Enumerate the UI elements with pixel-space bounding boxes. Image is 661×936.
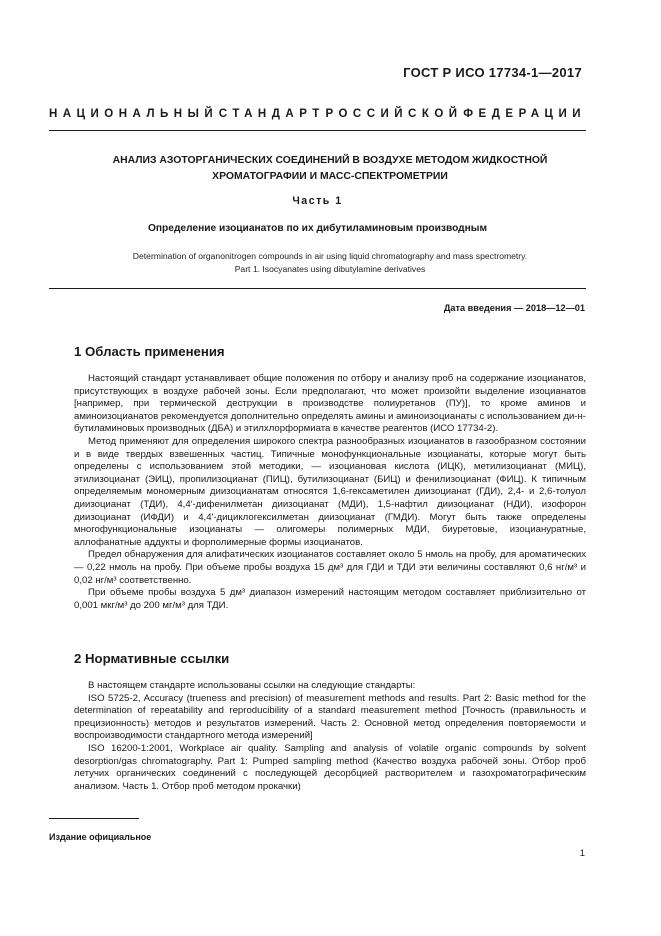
part-label: Часть 1: [292, 195, 343, 207]
page-number: 1: [579, 848, 585, 859]
banner-word: ФЕДЕРАЦИИ: [463, 108, 586, 120]
paragraph: В настоящем стандарте использованы ссылки на следующие стандарты:: [88, 680, 416, 691]
document-subtitle: Определение изоцианатов по их дибутиламиновым производным: [147, 223, 488, 234]
standard-code: ГОСТ Р ИСО 17734-1—2017: [403, 65, 582, 80]
section-heading-scope: 1 Область применения: [74, 344, 225, 359]
title-divider: [49, 288, 586, 289]
footer-divider: [49, 818, 139, 819]
top-divider: [49, 130, 586, 131]
paragraph: При объеме пробы воздуха 5 дм³ диапазон измерений настоящим методом составляет приблизительно от 0,001 мкг/м³ до 200 мг/м³ для ТДИ.: [74, 587, 586, 611]
document-title: [60, 153, 600, 185]
section-body-scope: [74, 373, 586, 612]
paragraph: ISO 16200-1:2001, Workplace air quality. Sampling and analysis of volatile organic compounds by solvent desorption/gas chromatography. Part 1: Pumped sampling method (Качество воздуха рабочей зоны. Отбор проб летучих органических соединений с последующей десорбцией растворителем и газохроматографическим анализом. Часть 1. Отбор проб методом прокачки): [74, 742, 586, 792]
section-heading-references: 2 Нормативные ссылки: [74, 651, 230, 666]
banner-word: СТАНДАРТ: [218, 108, 325, 120]
english-title-line: Part 1. Isocyanates using dibutylamine derivatives: [234, 264, 426, 274]
official-edition-label: Издание официальное: [49, 832, 152, 842]
paragraph: Предел обнаружения для алифатических изоцианатов составляет около 5 нмоль на пробу, для ароматических — 0,22 нмоль на пробу. При объеме пробы воздуха 15 дм³ для ГДИ и ТДИ эти величины составляют 0,6 нг/м³ и 0,02 нг/м³ соответственно.: [74, 549, 586, 586]
introduction-date: Дата введения — 2018—12—01: [443, 303, 585, 313]
title-line: ХРОМАТОГРАФИИ И МАСС-СПЕКТРОМЕТРИИ: [212, 171, 448, 182]
english-title: [60, 250, 600, 276]
national-standard-banner: [49, 108, 586, 120]
paragraph: Метод применяют для определения широкого спектра разнообразных изоцианатов в газообразном состоянии и в виде твердых взвешенных частиц. Типичные монофункциональные изоцианаты, которые могут быть определены с использованием этой методики, — изоциановая кислота (ИЦК), метилизоцианат (МИЦ), этилизоцианат (ЭИЦ), пропилизоцианат (ПИЦ), бутилизоцианат (БИЦ) и фенилизоцианат (ФИЦ). К типичным определяемым мономерным диизоцианатам относятся 1,6-гексаметилен диизоцианат (ГДИ), 2,4- и 2,6-толуол диизоцианат (ТДИ), 4,4′-дифенилметан диизоцианат (МДИ), 1,5-нафтил диизоцианат (НДИ), изофорон диизоцианат (ИФДИ) и 4,4′-дициклогексилметан диизоцианат (ГМДИ). Могут быть также определены многофункциональные изоцианаты — олигомеры полимерных МДИ, биуретовые, изоциануратные, аллофанатные аддукты и форполимерные формы изоцианатов.: [74, 435, 586, 548]
banner-word: НАЦИОНАЛЬНЫЙ: [49, 108, 219, 120]
paragraph: Настоящий стандарт устанавливает общие положения по отбору и анализу проб на содержание изоцианатов, присутствующих в воздухе рабочей зоны. Если предполагают, что может произойти выделение изоцианатов [например, при термической деструкции в производстве полиуретанов (ПУ)], то кроме аминов и аминоизоцианатов рекомендуется дополнительно определять амины и аминоизоцианаты с использованием ди-н-бутиламиновых производных (ДБА) и этилхлорформиата в качестве реагентов (ИСО 17734-2).: [74, 373, 586, 435]
english-title-line: Determination of organonitrogen compounds in air using liquid chromatography and mass spectrometry.: [132, 251, 528, 261]
section-body-references: [74, 680, 586, 793]
banner-word: РОССИЙСКОЙ: [325, 108, 463, 120]
title-line: АНАЛИЗ АЗОТОРГАНИЧЕСКИХ СОЕДИНЕНИЙ В ВОЗДУХЕ МЕТОДОМ ЖИДКОСТНОЙ: [112, 155, 548, 166]
paragraph: ISO 5725-2, Accuracy (trueness and precision) of measurement methods and results. Part 2: Basic method for the determination of repeatability and reproducibility of a standard measurement method [Точность (правильность и прецизионность) методов и результатов измерений. Часть 2. Основной метод определения повторяемости и воспроизводимости стандартного метода измерений]: [74, 692, 586, 742]
